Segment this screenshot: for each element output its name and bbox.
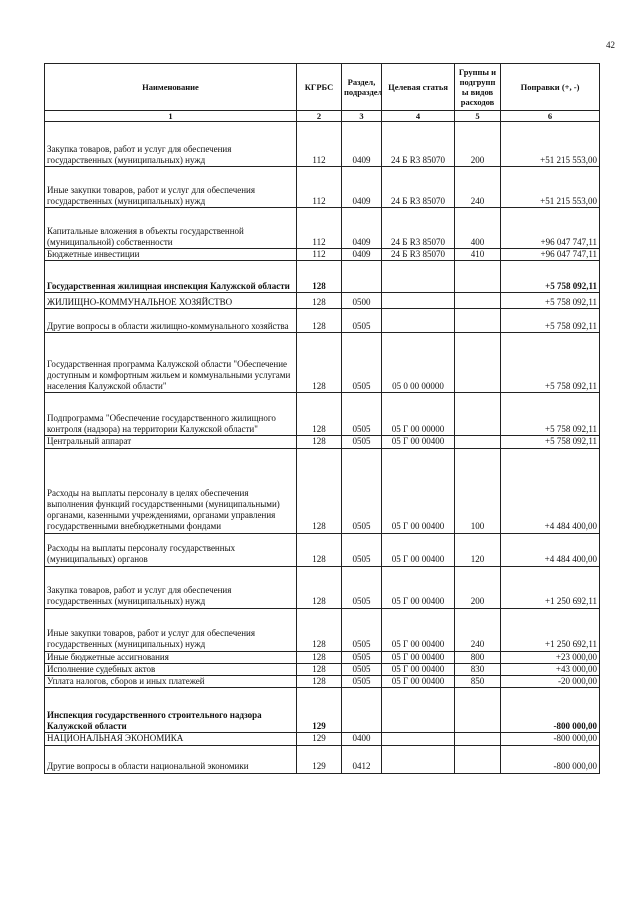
column-number: 2 xyxy=(297,111,342,122)
row-target: 24 Б R3 85070 xyxy=(382,249,455,261)
row-name: Инспекция государственного строительного надзора Калужской области xyxy=(45,688,297,733)
row-amount: +5 758 092,11 xyxy=(501,333,600,393)
header-target: Целевая статья xyxy=(382,64,455,111)
row-kgrbs: 128 xyxy=(297,293,342,309)
row-kgrbs: 112 xyxy=(297,249,342,261)
budget-amendments-table xyxy=(44,63,600,774)
row-amount: -800 000,00 xyxy=(501,733,600,745)
row-section: 0505 xyxy=(342,651,382,663)
table-row xyxy=(45,688,600,733)
row-group xyxy=(455,293,501,309)
row-kgrbs: 128 xyxy=(297,436,342,448)
row-kgrbs: 128 xyxy=(297,448,342,533)
row-section: 0409 xyxy=(342,208,382,249)
row-kgrbs: 128 xyxy=(297,663,342,675)
table-row xyxy=(45,745,600,773)
row-group: 200 xyxy=(455,122,501,167)
row-name: Центральный аппарат xyxy=(45,436,297,448)
row-section: 0505 xyxy=(342,309,382,333)
row-group: 800 xyxy=(455,651,501,663)
row-amount: +43 000,00 xyxy=(501,663,600,675)
row-name: Расходы на выплаты персоналу государственных (муниципальных) органов xyxy=(45,533,297,566)
row-group xyxy=(455,309,501,333)
row-section: 0409 xyxy=(342,167,382,208)
row-target: 05 Г 00 00400 xyxy=(382,436,455,448)
row-target: 24 Б R3 85070 xyxy=(382,167,455,208)
table-row xyxy=(45,261,600,293)
row-target: 05 Г 00 00000 xyxy=(382,393,455,436)
row-target xyxy=(382,261,455,293)
row-target: 05 Г 00 00400 xyxy=(382,448,455,533)
row-section: 0505 xyxy=(342,566,382,608)
row-group: 850 xyxy=(455,676,501,688)
row-amount: +4 484 400,00 xyxy=(501,533,600,566)
table-row xyxy=(45,333,600,393)
table-row xyxy=(45,208,600,249)
row-kgrbs: 128 xyxy=(297,608,342,651)
row-group: 830 xyxy=(455,663,501,675)
row-section xyxy=(342,261,382,293)
row-target xyxy=(382,733,455,745)
column-number: 3 xyxy=(342,111,382,122)
row-amount: +5 758 092,11 xyxy=(501,393,600,436)
row-section: 0505 xyxy=(342,676,382,688)
row-kgrbs: 129 xyxy=(297,745,342,773)
row-target: 05 Г 00 00400 xyxy=(382,651,455,663)
table-row xyxy=(45,566,600,608)
row-kgrbs: 128 xyxy=(297,676,342,688)
row-amount: +5 758 092,11 xyxy=(501,309,600,333)
row-section: 0505 xyxy=(342,533,382,566)
table-row xyxy=(45,608,600,651)
row-kgrbs: 112 xyxy=(297,122,342,167)
row-section: 0500 xyxy=(342,293,382,309)
row-section: 0412 xyxy=(342,745,382,773)
row-kgrbs: 129 xyxy=(297,733,342,745)
row-section: 0409 xyxy=(342,249,382,261)
table-row xyxy=(45,676,600,688)
row-name: Уплата налогов, сборов и иных платежей xyxy=(45,676,297,688)
row-name: Государственная жилищная инспекция Калужской области xyxy=(45,261,297,293)
row-section: 0409 xyxy=(342,122,382,167)
row-amount: +23 000,00 xyxy=(501,651,600,663)
row-kgrbs: 128 xyxy=(297,566,342,608)
column-number: 5 xyxy=(455,111,501,122)
row-name: Иные закупки товаров, работ и услуг для обеспечения государственных (муниципальных) нужд xyxy=(45,608,297,651)
row-name: Исполнение судебных актов xyxy=(45,663,297,675)
row-name: Закупка товаров, работ и услуг для обеспечения государственных (муниципальных) нужд xyxy=(45,566,297,608)
row-name: Бюджетные инвестиции xyxy=(45,249,297,261)
row-group: 100 xyxy=(455,448,501,533)
table-row xyxy=(45,733,600,745)
row-kgrbs: 112 xyxy=(297,167,342,208)
row-target xyxy=(382,688,455,733)
row-name: Капитальные вложения в объекты государственной (муниципальной) собственности xyxy=(45,208,297,249)
row-name: Закупка товаров, работ и услуг для обеспечения государственных (муниципальных) нужд xyxy=(45,122,297,167)
row-target xyxy=(382,293,455,309)
row-name: Другие вопросы в области национальной экономики xyxy=(45,745,297,773)
row-amount: +96 047 747,11 xyxy=(501,249,600,261)
table-header-row xyxy=(45,64,600,111)
header-section: Раздел, подраздел xyxy=(342,64,382,111)
row-group: 410 xyxy=(455,249,501,261)
header-groups: Группы и подгрупп ы видов расходов xyxy=(455,64,501,111)
row-target: 24 Б R3 85070 xyxy=(382,208,455,249)
header-kgrbs: КГРБС xyxy=(297,64,342,111)
row-amount: +51 215 553,00 xyxy=(501,122,600,167)
table-row xyxy=(45,533,600,566)
row-amount: +5 758 092,11 xyxy=(501,436,600,448)
row-group xyxy=(455,688,501,733)
row-amount: +51 215 553,00 xyxy=(501,167,600,208)
column-number: 4 xyxy=(382,111,455,122)
table-row xyxy=(45,436,600,448)
table-row xyxy=(45,393,600,436)
row-amount: +1 250 692,11 xyxy=(501,566,600,608)
row-amount: +5 758 092,11 xyxy=(501,261,600,293)
table-row xyxy=(45,651,600,663)
row-amount: -800 000,00 xyxy=(501,745,600,773)
row-name: Подпрограмма "Обеспечение государственного жилищного контроля (надзора) на территории Калужской области" xyxy=(45,393,297,436)
page-number: 42 xyxy=(606,40,615,50)
row-section: 0505 xyxy=(342,393,382,436)
row-kgrbs: 128 xyxy=(297,533,342,566)
row-section xyxy=(342,688,382,733)
row-group: 400 xyxy=(455,208,501,249)
row-target: 05 Г 00 00400 xyxy=(382,676,455,688)
row-name: Другие вопросы в области жилищно-коммунального хозяйства xyxy=(45,309,297,333)
column-number: 6 xyxy=(501,111,600,122)
row-section: 0505 xyxy=(342,436,382,448)
column-number: 1 xyxy=(45,111,297,122)
row-section: 0400 xyxy=(342,733,382,745)
row-amount: -800 000,00 xyxy=(501,688,600,733)
row-group: 120 xyxy=(455,533,501,566)
row-kgrbs: 128 xyxy=(297,309,342,333)
table-row xyxy=(45,249,600,261)
table-row xyxy=(45,293,600,309)
table-row xyxy=(45,448,600,533)
row-group: 200 xyxy=(455,566,501,608)
row-name: НАЦИОНАЛЬНАЯ ЭКОНОМИКА xyxy=(45,733,297,745)
row-kgrbs: 128 xyxy=(297,393,342,436)
row-amount: +96 047 747,11 xyxy=(501,208,600,249)
row-kgrbs: 128 xyxy=(297,651,342,663)
row-section: 0505 xyxy=(342,663,382,675)
row-group: 240 xyxy=(455,167,501,208)
row-name: Иные закупки товаров, работ и услуг для обеспечения государственных (муниципальных) нужд xyxy=(45,167,297,208)
row-name: Иные бюджетные ассигнования xyxy=(45,651,297,663)
row-target: 05 Г 00 00400 xyxy=(382,663,455,675)
row-amount: +1 250 692,11 xyxy=(501,608,600,651)
row-group: 240 xyxy=(455,608,501,651)
row-target: 24 Б R3 85070 xyxy=(382,122,455,167)
row-name: ЖИЛИЩНО-КОММУНАЛЬНОЕ ХОЗЯЙСТВО xyxy=(45,293,297,309)
row-amount: -20 000,00 xyxy=(501,676,600,688)
row-group xyxy=(455,733,501,745)
row-group xyxy=(455,436,501,448)
table-row xyxy=(45,309,600,333)
header-name: Наименование xyxy=(45,64,297,111)
row-name: Расходы на выплаты персоналу в целях обеспечения выполнения функций государственными (муниципальными) органами, казенными учреждениями, органами управления государственными внебюджетными фондами xyxy=(45,448,297,533)
row-target: 05 0 00 00000 xyxy=(382,333,455,393)
table-row xyxy=(45,122,600,167)
row-target xyxy=(382,745,455,773)
row-target: 05 Г 00 00400 xyxy=(382,566,455,608)
table-row xyxy=(45,167,600,208)
row-group xyxy=(455,333,501,393)
table-row xyxy=(45,663,600,675)
row-section: 0505 xyxy=(342,608,382,651)
row-group xyxy=(455,745,501,773)
column-number-row xyxy=(45,111,600,122)
row-amount: +5 758 092,11 xyxy=(501,293,600,309)
row-target: 05 Г 00 00400 xyxy=(382,533,455,566)
row-section: 0505 xyxy=(342,448,382,533)
row-name: Государственная программа Калужской области "Обеспечение доступным и комфортным жильем и коммунальными услугами населения Калужской области" xyxy=(45,333,297,393)
row-kgrbs: 128 xyxy=(297,261,342,293)
row-group xyxy=(455,261,501,293)
row-group xyxy=(455,393,501,436)
row-target: 05 Г 00 00400 xyxy=(382,608,455,651)
row-amount: +4 484 400,00 xyxy=(501,448,600,533)
header-amendments: Поправки (+, -) xyxy=(501,64,600,111)
row-kgrbs: 128 xyxy=(297,333,342,393)
row-target xyxy=(382,309,455,333)
row-kgrbs: 112 xyxy=(297,208,342,249)
row-kgrbs: 129 xyxy=(297,688,342,733)
row-section: 0505 xyxy=(342,333,382,393)
